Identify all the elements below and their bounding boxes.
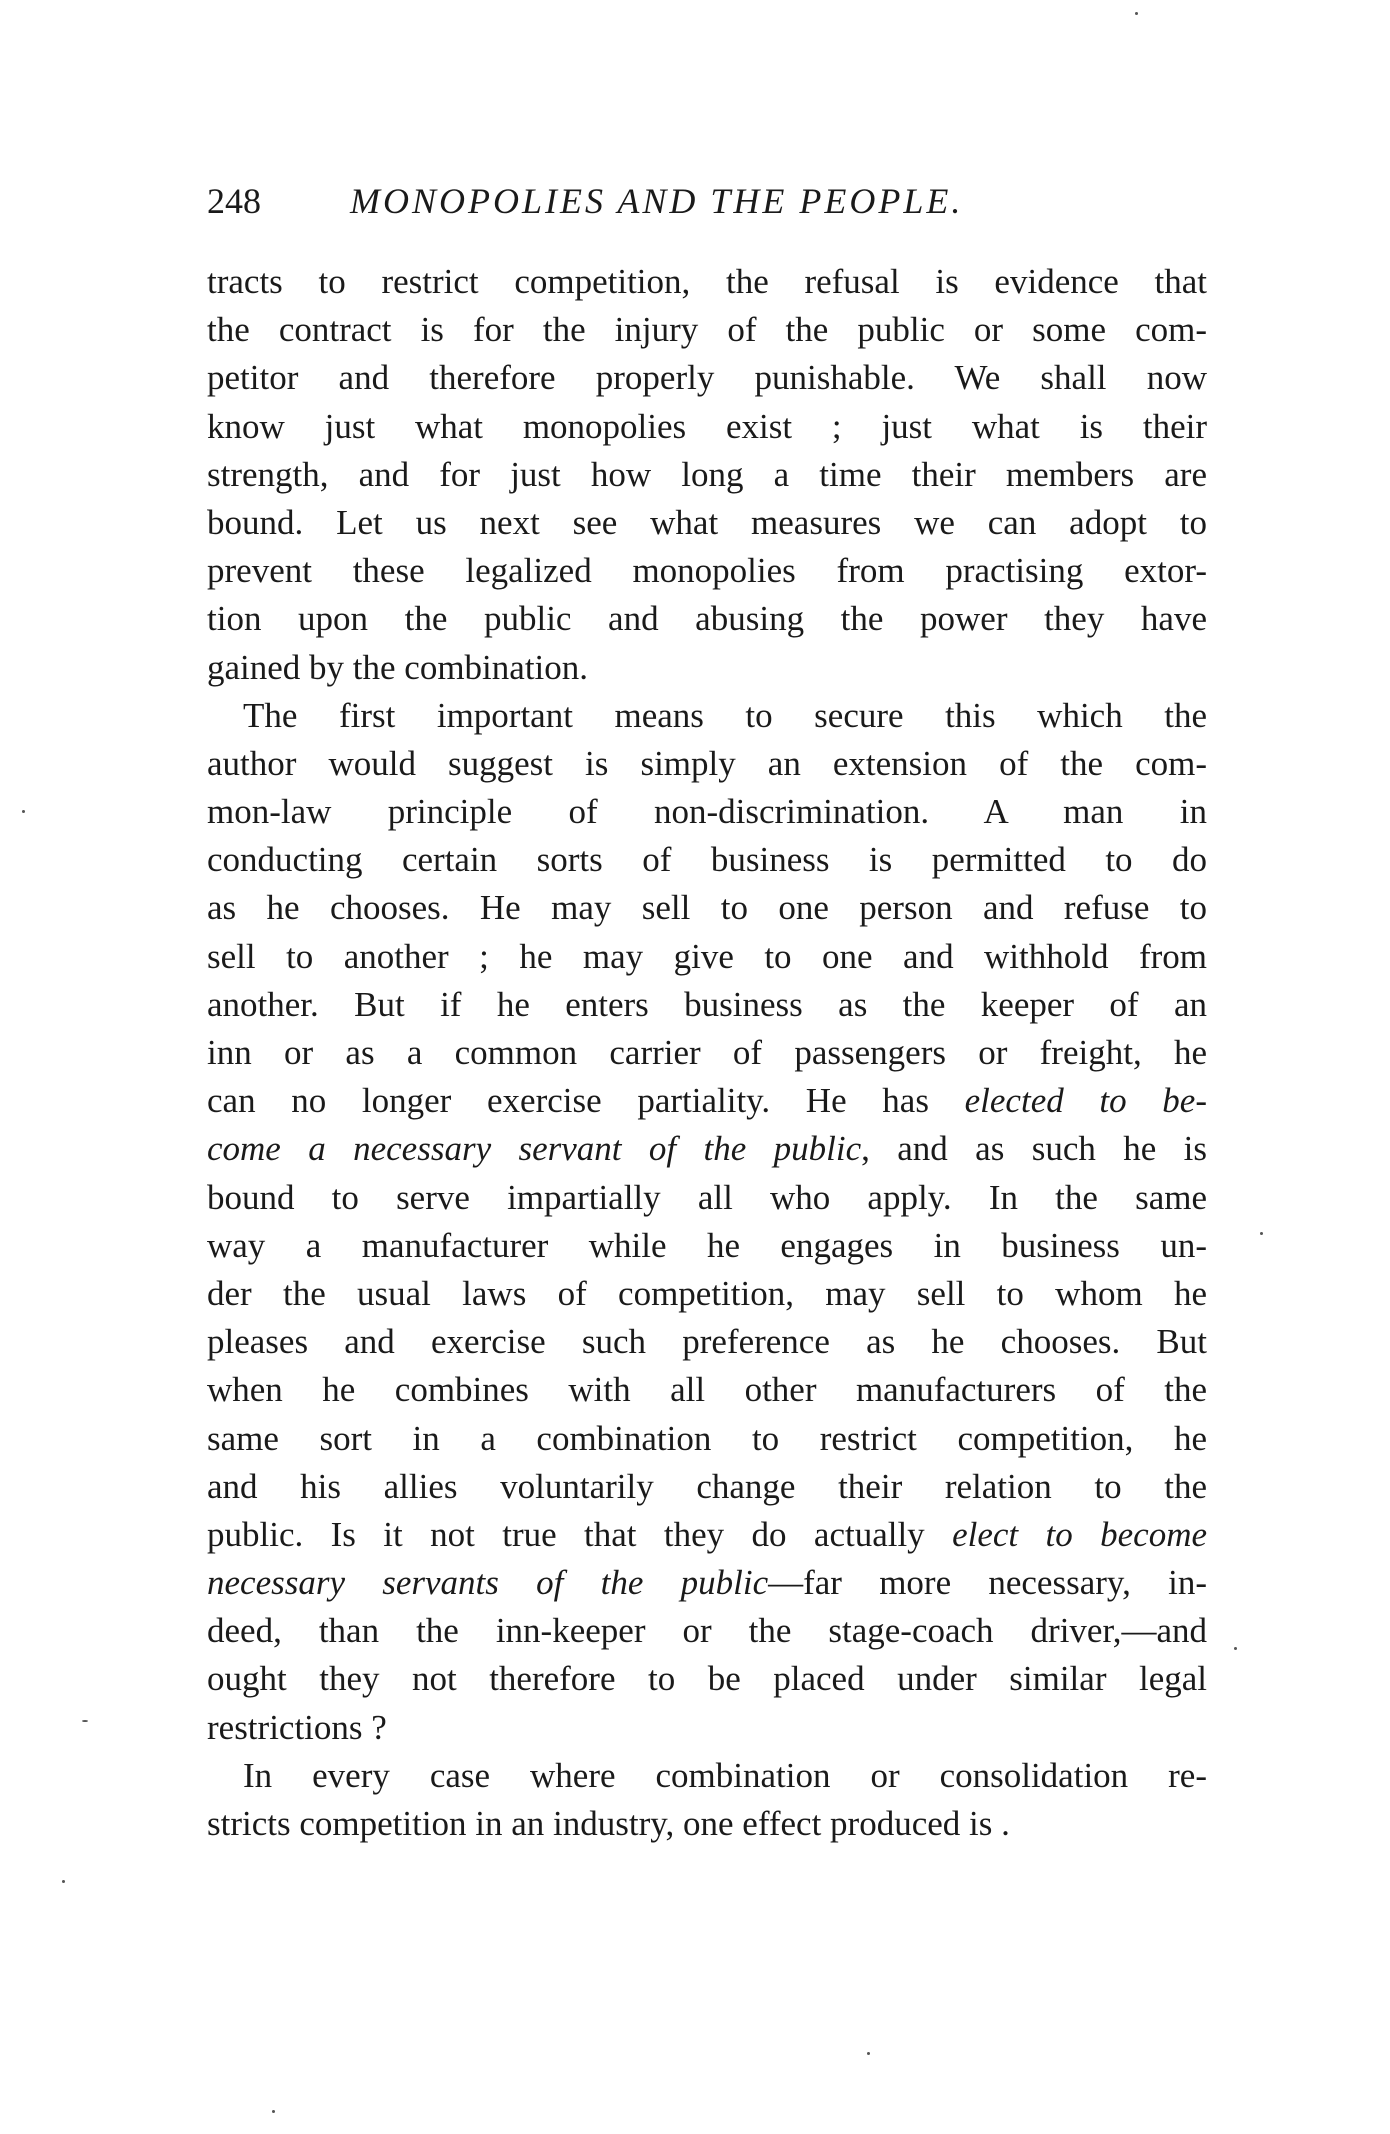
- text-line: [207, 1655, 1207, 1703]
- text-line: [207, 933, 1207, 981]
- text-span: conducting certain sorts of business is permitted to do: [207, 840, 1207, 880]
- text-line: [207, 1366, 1207, 1414]
- speck: [1135, 12, 1138, 15]
- text-line: [207, 451, 1207, 499]
- text-span: way a manufacturer while he engages in business un-: [207, 1225, 1207, 1265]
- text-line: [207, 403, 1207, 451]
- text-span: tion upon the public and abusing the power they have: [207, 599, 1207, 639]
- speck: [867, 2052, 870, 2055]
- text-line: [207, 836, 1207, 884]
- text-span: another. But if he enters business as the keeper of an: [207, 984, 1207, 1024]
- text-line: [207, 258, 1207, 306]
- text-span: strength, and for just how long a time their members are: [207, 454, 1207, 494]
- paragraph: [207, 692, 1207, 1752]
- italic-text: come a necessary servant of the public: [207, 1129, 862, 1169]
- text-line: [207, 1607, 1207, 1655]
- text-line: [207, 692, 1207, 740]
- running-header: [207, 180, 1207, 230]
- text-line: [207, 595, 1207, 643]
- text-span: , and as such he is: [861, 1129, 1207, 1169]
- text-line: [207, 306, 1207, 354]
- text-span: deed, than the inn-keeper or the stage-coach driver,—and: [207, 1611, 1207, 1651]
- text-line: [207, 1222, 1207, 1270]
- text-span: gained by the combination.: [207, 647, 589, 687]
- text-line: [207, 788, 1207, 836]
- text-span: as he chooses. He may sell to one person and refuse to: [207, 888, 1207, 928]
- text-line: [207, 354, 1207, 402]
- text-line: [207, 740, 1207, 788]
- text-span: stricts competition in an industry, one effect produced is .: [207, 1804, 1010, 1843]
- text-span: petitor and therefore properly punishable. We shall now: [207, 358, 1207, 398]
- text-span: der the usual laws of competition, may sell to whom he: [207, 1273, 1207, 1313]
- text-line: [207, 1511, 1207, 1559]
- text-span: restrictions ?: [207, 1707, 387, 1747]
- text-line: [207, 1800, 1207, 1848]
- text-line: [207, 1077, 1207, 1125]
- text-line: [207, 1704, 1207, 1752]
- text-line: [207, 547, 1207, 595]
- text-line: [207, 884, 1207, 932]
- text-span: sell to another ; he may give to one and withhold from: [207, 936, 1207, 976]
- text-span: —far more necessary, in-: [768, 1563, 1207, 1603]
- text-span: bound. Let us next see what measures we can adopt to: [207, 502, 1207, 542]
- text-span: inn or as a common carrier of passengers or freight, he: [207, 1033, 1207, 1072]
- text-span: prevent these legalized monopolies from practising extor-: [207, 551, 1207, 591]
- italic-text: necessary servants of the public: [207, 1563, 769, 1603]
- text-span: author would suggest is simply an extension of the com-: [207, 743, 1207, 783]
- text-line: [207, 981, 1207, 1029]
- paragraph: [207, 258, 1207, 692]
- speck: [272, 2110, 275, 2113]
- text-line: [207, 1752, 1207, 1800]
- text-line: [207, 644, 1207, 692]
- running-title: MONOPOLIES AND THE PEOPLE.: [350, 181, 964, 221]
- text-span: same sort in a combination to restrict competition, he: [207, 1418, 1207, 1458]
- speck: [1234, 1647, 1237, 1650]
- body-text: [207, 258, 1207, 1848]
- speck: [22, 810, 25, 813]
- text-line: [207, 1270, 1207, 1318]
- text-span: when he combines with all other manufacturers of the: [207, 1370, 1207, 1410]
- text-span: mon-law principle of non-discrimination. A man in: [207, 792, 1207, 832]
- text-span: In every case where combination or consolidation re-: [243, 1755, 1207, 1795]
- text-line: [207, 1318, 1207, 1366]
- text-span: ought they not therefore to be placed under similar legal: [207, 1659, 1207, 1699]
- text-span: and his allies voluntarily change their relation to the: [207, 1466, 1207, 1506]
- text-line: [207, 1559, 1207, 1607]
- text-span: The first important means to secure this which the: [243, 695, 1207, 735]
- italic-text: elect to become: [952, 1514, 1208, 1554]
- text-span: pleases and exercise such preference as he chooses. But: [207, 1322, 1207, 1362]
- text-span: bound to serve impartially all who apply. In the same: [207, 1177, 1207, 1217]
- text-span: the contract is for the injury of the public or some com-: [207, 310, 1207, 350]
- text-line: [207, 1125, 1207, 1173]
- text-line: [207, 1174, 1207, 1222]
- text-span: tracts to restrict competition, the refusal is evidence that: [207, 262, 1207, 301]
- text-span: public. Is it not true that they do actually: [207, 1514, 953, 1554]
- text-line: [207, 1463, 1207, 1511]
- paragraph: [207, 1752, 1207, 1848]
- text-line: [207, 499, 1207, 547]
- italic-text: elected to be-: [964, 1081, 1207, 1121]
- speck: [1260, 1232, 1263, 1235]
- text-span: know just what monopolies exist ; just what is their: [207, 406, 1207, 446]
- text-line: [207, 1415, 1207, 1463]
- page-number: 248: [207, 181, 261, 221]
- speck: [62, 1880, 65, 1883]
- text-line: [207, 1029, 1207, 1077]
- text-span: can no longer exercise partiality. He has: [207, 1081, 965, 1121]
- speck: [82, 1720, 88, 1722]
